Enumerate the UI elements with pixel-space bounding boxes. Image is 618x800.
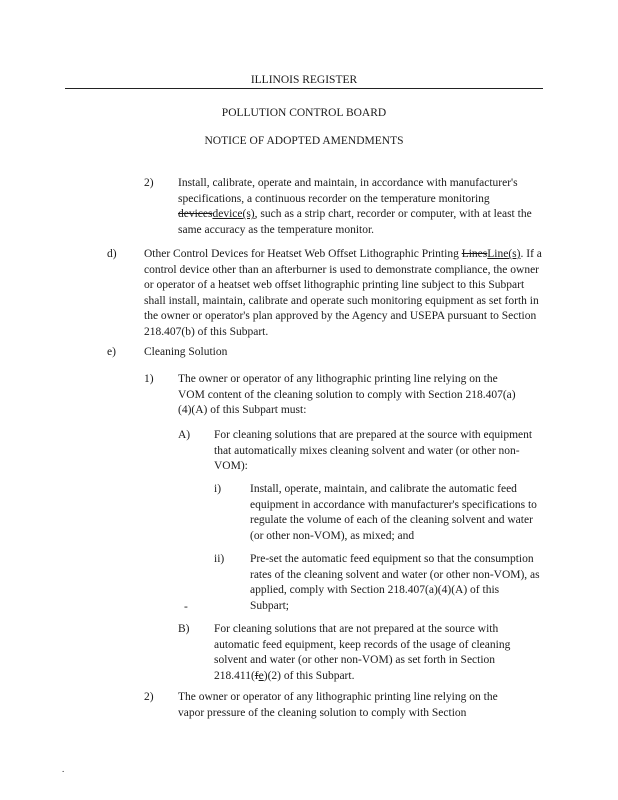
- paragraph-e2: [178, 690, 526, 721]
- paragraph-text: The owner or operator of any lithographic printing line relying on the VOM content of the cleaning solution to comply with Section 218.407(a)(4)(A) of this Subpart must:: [178, 373, 516, 417]
- stray-dash: -: [184, 601, 188, 613]
- text-run: , such as a strip chart, recorder or computer, with at least the same accuracy as the temperature monitor.: [178, 208, 532, 236]
- register-title: ILLINOIS REGISTER: [250, 74, 358, 86]
- paragraph-i: [250, 482, 548, 544]
- item-label: ii): [214, 553, 225, 565]
- item-label: B): [178, 623, 190, 635]
- notice-title: NOTICE OF ADOPTED AMENDMENTS: [204, 135, 404, 147]
- paragraph-d: [144, 247, 542, 341]
- struck-text: Lines: [461, 248, 488, 260]
- item-label: e): [107, 346, 116, 358]
- item-label: i): [214, 483, 222, 495]
- inserted-text: Line(s): [487, 248, 521, 260]
- paragraph-text: For cleaning solutions that are prepared at the source with equipment that automatically mixes cleaning solvent and water (or other non-VOM):: [214, 429, 533, 473]
- item-label: 1): [144, 373, 154, 385]
- paragraph-e1: [178, 372, 526, 419]
- struck-text: devices: [178, 208, 213, 221]
- stray-dot: .: [62, 764, 65, 774]
- paragraph-c2: [178, 176, 542, 238]
- text-run: For cleaning solutions that are not prepared at the source with automatic feed equipment, keep records of the usage of cleaning solvent and water (or other non-VOM) as set forth in Section 218.411(: [214, 623, 511, 682]
- text-run: . If a control device other than an afterburner is used to demonstrate compliance, the owner or operator of a heatset web offset lithographic printing line subject to this Subpart shall install, maintain, calibrate and operate such monitoring equipment as set forth in the owner or operator's plan approved by the Agency and USEPA pursuant to Section 218.407(b) of this Subpart.: [144, 248, 542, 338]
- paragraph-A: [214, 428, 544, 475]
- paragraph-ii: [250, 552, 540, 614]
- paragraph-text: Pre-set the automatic feed equipment so that the consumption rates of the cleaning solvent and water (or other non-VOM), as applied, comply with Section 218.407(a)(4)(A) of this Subpart;: [250, 553, 540, 612]
- section-title: Cleaning Solution: [144, 346, 228, 358]
- paragraph-text: The owner or operator of any lithographic printing line relying on the vapor pressure of the cleaning solution to comply with Section: [178, 691, 498, 719]
- text-run: Other Control Devices for Heatset Web Offset Lithographic Printing: [144, 248, 462, 260]
- item-label: 2): [144, 691, 154, 703]
- item-label: A): [178, 429, 191, 441]
- text-run: Install, calibrate, operate and maintain, in accordance with manufacturer's specifications, a continuous recorder on the temperature monitoring: [178, 177, 518, 205]
- paragraph-text: Install, operate, maintain, and calibrate the automatic feed equipment in accordance with manufacturer's specifications to regulate the volume of each of the cleaning solvent and water (or other non-VOM), as mixed; and: [250, 483, 537, 542]
- inserted-text: e: [258, 669, 264, 682]
- header-rule: [65, 88, 543, 89]
- paragraph-B: [214, 622, 546, 684]
- inserted-text: device(s): [212, 208, 255, 221]
- struck-text: f: [254, 669, 259, 682]
- item-label: d): [107, 248, 117, 260]
- item-label: 2): [144, 177, 154, 189]
- board-title: POLLUTION CONTROL BOARD: [221, 107, 387, 119]
- text-run: )(2) of this Subpart.: [263, 669, 355, 682]
